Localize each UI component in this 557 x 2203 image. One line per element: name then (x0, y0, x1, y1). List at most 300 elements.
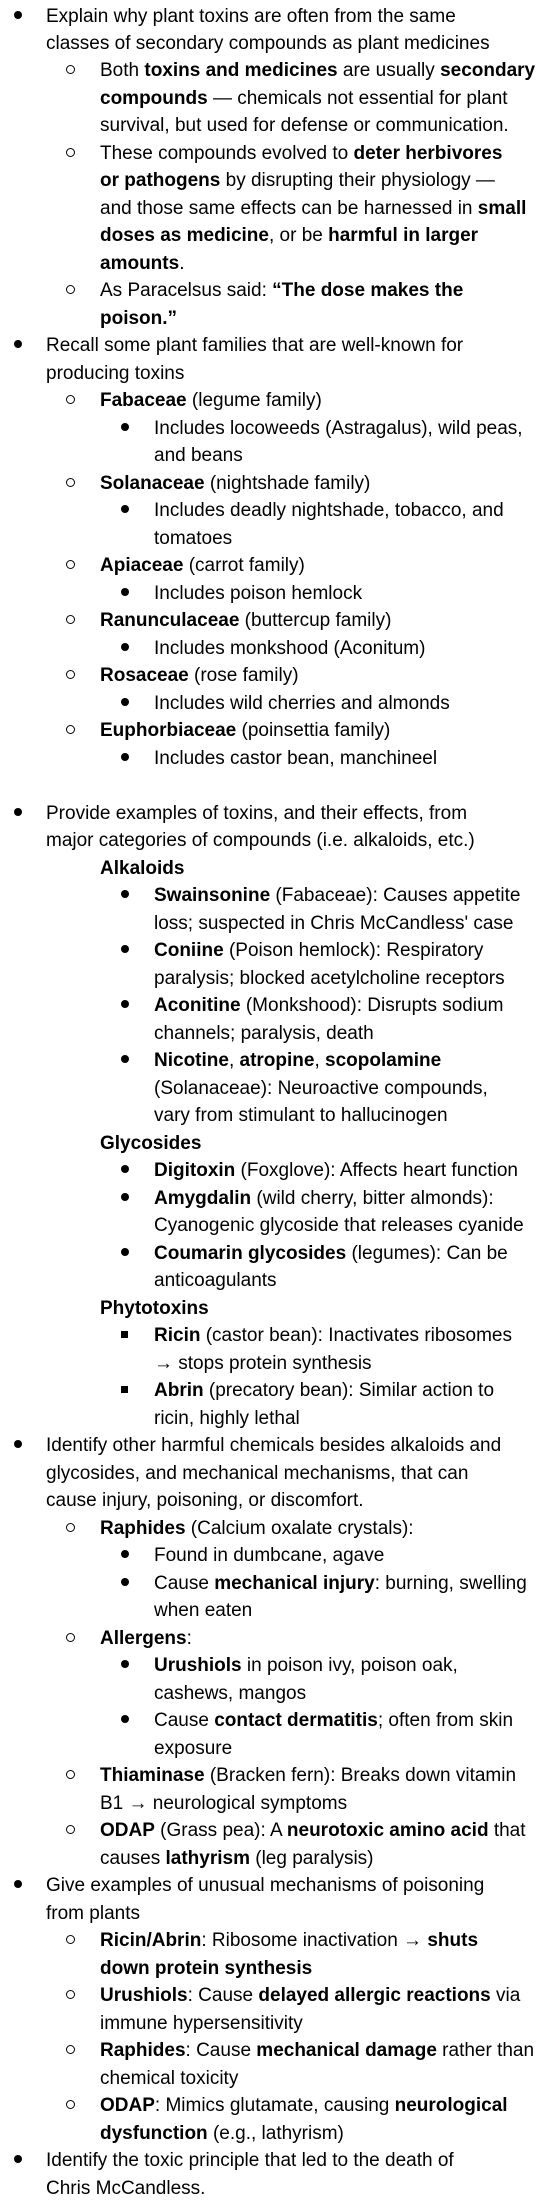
outline-line (0, 1542, 557, 1569)
line-text (154, 1020, 374, 1048)
outline-line (0, 2120, 557, 2147)
line-text (154, 1350, 372, 1378)
outline-line (0, 195, 557, 222)
line-text (154, 1735, 232, 1763)
text-run: in poison ivy, poison oak, (241, 1655, 458, 1676)
text-run: (e.g., lathyrism) (207, 2123, 344, 2144)
outline-line (0, 607, 557, 634)
text-run: cause injury, poisoning, or discomfort. (46, 1490, 364, 1511)
text-run: (wild cherry, bitter almonds): (251, 1188, 494, 1209)
text-run: Cause (154, 1710, 215, 1731)
bullet-dot-icon (121, 1707, 129, 1735)
line-text (46, 1900, 140, 1928)
bullet-circle-icon (66, 1927, 75, 1955)
outline-line (0, 1185, 557, 1212)
text-run: Found in dumbcane, agave (154, 1545, 385, 1566)
line-text (154, 1102, 448, 1130)
outline-line (0, 1267, 557, 1294)
line-text (100, 1845, 374, 1873)
bold-text-run: ODAP (100, 1820, 155, 1841)
line-text (46, 332, 463, 360)
bullet-dot-icon (121, 635, 129, 663)
outline-line (0, 1405, 557, 1432)
outline-line (0, 1515, 557, 1542)
bold-text-run: “The dose makes the (272, 280, 464, 301)
line-text (100, 222, 478, 250)
outline-line (0, 1377, 557, 1404)
outline-line (0, 1350, 557, 1377)
line-text (46, 2175, 205, 2203)
text-run: (castor bean): Inactivates ribosomes (200, 1325, 512, 1346)
bullet-circle-icon (66, 552, 75, 580)
bullet-circle-icon (66, 277, 75, 305)
text-run: These compounds evolved to (100, 143, 354, 164)
text-run: (Solanaceae): Neuroactive compounds, (154, 1078, 488, 1099)
outline-line (0, 717, 557, 744)
outline-line (0, 525, 557, 552)
text-run: from plants (46, 1903, 140, 1924)
outline-line (0, 1487, 557, 1514)
text-run: → stops protein synthesis (154, 1353, 372, 1374)
bullet-dot-icon (12, 800, 24, 828)
text-run: As Paracelsus said: (100, 280, 273, 301)
outline-line (0, 1212, 557, 1239)
line-text (154, 992, 504, 1020)
line-text (100, 387, 322, 415)
bullet-dot-icon (121, 1185, 129, 1213)
line-text (154, 1405, 300, 1433)
outline-line (0, 937, 557, 964)
line-text (100, 1927, 478, 1955)
line-text (154, 442, 243, 470)
bold-text-run: Coniine (154, 940, 224, 961)
text-run: Give examples of unusual mechanisms of poisoning (46, 1875, 485, 1896)
line-text (100, 552, 305, 580)
bold-text-run: Euphorbiaceae (100, 720, 237, 741)
text-run: survival, but used for defense or communication. (100, 115, 509, 136)
text-run: channels; paralysis, death (154, 1023, 374, 1044)
bullet-dot-icon (121, 882, 129, 910)
bullet-dot-icon (12, 332, 24, 360)
outline-line (0, 2065, 557, 2092)
outline-line (0, 662, 557, 689)
outline-line (0, 1955, 557, 1982)
bullet-dot-icon (121, 580, 129, 608)
bullet-circle-icon (66, 1625, 75, 1653)
outline-line (0, 360, 557, 387)
text-run: when eaten (154, 1600, 253, 1621)
bullet-dot-icon (12, 3, 24, 31)
text-run: Cause (154, 1573, 215, 1594)
line-text (100, 1295, 209, 1323)
outline-line (0, 2037, 557, 2064)
bold-text-run: delayed allergic reactions (258, 1985, 491, 2006)
outline-line (0, 992, 557, 1019)
bullet-dot-icon (12, 1432, 24, 1460)
text-run: glycosides, and mechanical mechanisms, that can (46, 1463, 469, 1484)
text-run: (Calcium oxalate crystals): (185, 1518, 414, 1539)
text-run: tomatoes (154, 528, 233, 549)
bold-text-run: Thiaminase (100, 1765, 205, 1786)
line-text (46, 2147, 454, 2175)
outline-line (0, 882, 557, 909)
text-run: (rose family) (188, 665, 299, 686)
text-run: (Poison hemlock): Respiratory (223, 940, 484, 961)
bold-text-run: poison.” (100, 308, 178, 329)
bullet-dot-icon (121, 415, 129, 443)
outline-line (0, 305, 557, 332)
bold-text-run: Swainsonine (154, 885, 271, 906)
line-text (154, 1157, 518, 1185)
outline-line (0, 1432, 557, 1459)
line-text (154, 1267, 277, 1295)
outline-line (0, 497, 557, 524)
outline-line (0, 1845, 557, 1872)
line-text (100, 1762, 516, 1790)
text-run: : burning, swelling (374, 1573, 527, 1594)
line-text (100, 85, 508, 113)
outline-line (0, 1240, 557, 1267)
line-text (154, 525, 232, 553)
outline-line (0, 277, 557, 304)
outline-line (0, 1102, 557, 1129)
outline-line (0, 1652, 557, 1679)
text-run: Includes wild cherries and almonds (154, 693, 450, 714)
outline-line (0, 167, 557, 194)
bullet-dot-icon (121, 1542, 129, 1570)
outline-line (0, 552, 557, 579)
line-text (100, 2120, 344, 2148)
outline-line (0, 2092, 557, 2119)
bold-text-run: Phytotoxins (100, 1298, 209, 1319)
bold-text-run: lathyrism (165, 1848, 250, 1869)
bold-text-run: atropine (239, 1050, 315, 1071)
text-run: (poinsettia family) (236, 720, 391, 741)
bullet-circle-icon (66, 607, 75, 635)
line-text (100, 855, 184, 883)
bold-text-run: Alkaloids (100, 858, 185, 879)
text-run: producing toxins (46, 363, 185, 384)
text-run: Includes monkshood (Aconitum) (154, 638, 426, 659)
bold-text-run: Abrin (154, 1380, 204, 1401)
text-run: anticoagulants (154, 1270, 277, 1291)
text-run: vary from stimulant to hallucinogen (154, 1105, 448, 1126)
bold-text-run: scopolamine (325, 1050, 442, 1071)
text-run: are usually (337, 60, 441, 81)
outline-line (0, 1707, 557, 1734)
text-run: and those same effects can be harnessed in (100, 198, 478, 219)
outline-line (0, 1597, 557, 1624)
bullet-circle-icon (66, 1762, 75, 1790)
bullet-dot-icon (121, 937, 129, 965)
text-run: (Grass pea): A (154, 1820, 287, 1841)
outline-line (0, 442, 557, 469)
line-text (154, 415, 523, 443)
bullet-circle-icon (66, 717, 75, 745)
bold-text-run: or pathogens (100, 170, 221, 191)
line-text (100, 305, 177, 333)
text-run: Both (100, 60, 145, 81)
outline-line (0, 1625, 557, 1652)
line-text (100, 2065, 238, 2093)
text-run: paralysis; blocked acetylcholine receptors (154, 968, 505, 989)
outline-line (0, 1460, 557, 1487)
text-run: rather than (436, 2040, 535, 2061)
outline-line (0, 2175, 557, 2202)
line-text (100, 140, 502, 168)
bold-text-run: secondary (440, 60, 536, 81)
line-text (154, 580, 362, 608)
line-text (154, 1240, 508, 1268)
line-text (154, 1707, 513, 1735)
line-text (100, 250, 184, 278)
bold-text-run: Raphides (100, 1518, 186, 1539)
text-run: causes (100, 1848, 166, 1869)
bold-text-run: Ricin (154, 1325, 201, 1346)
bold-text-run: Glycosides (100, 1133, 202, 1154)
bold-text-run: Nicotine (154, 1050, 229, 1071)
bullet-circle-icon (66, 1982, 75, 2010)
line-text (154, 745, 437, 773)
outline-line (0, 415, 557, 442)
line-text (100, 1817, 526, 1845)
line-text (100, 1982, 520, 2010)
outline-line (0, 965, 557, 992)
outline-line (0, 30, 557, 57)
line-text (100, 2037, 534, 2065)
line-text (100, 1515, 414, 1543)
bullet-dot-icon (121, 690, 129, 718)
outline-line (0, 250, 557, 277)
text-run: Cyanogenic glycoside that releases cyanide (154, 1215, 524, 1236)
outline-line (0, 1982, 557, 2009)
line-text (154, 635, 425, 663)
bold-text-run: compounds (100, 88, 208, 109)
text-run: Identify the toxic principle that led to the death of (46, 2150, 454, 2171)
line-text (100, 2092, 508, 2120)
bullet-dot-icon (12, 2147, 24, 2175)
bullet-circle-icon (66, 2092, 75, 2120)
outline-line (0, 57, 557, 84)
bold-text-run: Fabaceae (100, 390, 187, 411)
bold-text-run: Raphides (100, 2040, 186, 2061)
text-run: chemical toxicity (100, 2068, 239, 2089)
text-run: Includes locoweeds (Astragalus), wild peas, (154, 418, 523, 439)
line-text (154, 1680, 306, 1708)
outline-line (0, 2010, 557, 2037)
outline-line (0, 470, 557, 497)
line-text (100, 57, 535, 85)
outline-line (0, 1680, 557, 1707)
text-run: : (186, 1628, 192, 1649)
bold-text-run: Apiaceae (100, 555, 184, 576)
line-text (154, 1570, 527, 1598)
line-text (154, 1652, 458, 1680)
text-run: by disrupting their physiology — (220, 170, 495, 191)
text-run: Explain why plant toxins are often from the same (46, 6, 456, 27)
line-text (154, 1597, 252, 1625)
bullet-dot-icon (121, 1047, 129, 1075)
line-text (154, 1212, 524, 1240)
text-run: — chemicals not essential for plant (207, 88, 508, 109)
text-run: Includes poison hemlock (154, 583, 363, 604)
line-text (100, 2010, 303, 2038)
line-text (154, 497, 504, 525)
outline-line (0, 800, 557, 827)
text-run: Provide examples of toxins, and their effects, from (46, 803, 468, 824)
bold-text-run: doses as medicine (100, 225, 269, 246)
text-run: . (179, 253, 185, 274)
text-run: major categories of compounds (i.e. alkaloids, etc.) (46, 830, 475, 851)
bullet-circle-icon (66, 1515, 75, 1543)
text-run: (legumes): Can be (346, 1243, 508, 1264)
line-text (154, 965, 505, 993)
text-run: Chris McCandless. (46, 2178, 206, 2199)
outline-line (0, 910, 557, 937)
line-text (100, 1790, 347, 1818)
line-text (154, 1185, 494, 1213)
text-run: classes of secondary compounds as plant medicines (46, 33, 490, 54)
line-text (46, 30, 490, 58)
text-run: (buttercup family) (239, 610, 392, 631)
bullet-square-icon (121, 1322, 128, 1350)
line-text (154, 1075, 488, 1103)
bold-text-run: Amygdalin (154, 1188, 252, 1209)
line-text (100, 167, 495, 195)
bullet-dot-icon (121, 745, 129, 773)
text-run: Recall some plant families that are well-known for (46, 335, 464, 356)
line-text (100, 277, 463, 305)
line-text (46, 3, 456, 31)
bullet-dot-icon (121, 1240, 129, 1268)
bold-text-run: down protein synthesis (100, 1958, 313, 1979)
text-run: via (490, 1985, 521, 2006)
bold-text-run: neurotoxic amino acid (286, 1820, 489, 1841)
text-run: immune hypersensitivity (100, 2013, 303, 2034)
outline-line (0, 1322, 557, 1349)
bold-text-run: Ranunculaceae (100, 610, 240, 631)
outline-line (0, 580, 557, 607)
line-text (46, 800, 467, 828)
bold-text-run: Digitoxin (154, 1160, 236, 1181)
outline-line (0, 1817, 557, 1844)
text-run: and beans (154, 445, 243, 466)
bold-text-run: Allergens (100, 1628, 187, 1649)
outline-line (0, 827, 557, 854)
text-run: Includes castor bean, manchineel (154, 748, 438, 769)
outline-line (0, 140, 557, 167)
bold-text-run: Rosaceae (100, 665, 189, 686)
line-text (46, 1487, 364, 1515)
bullet-circle-icon (66, 140, 75, 168)
bold-text-run: mechanical injury (214, 1573, 375, 1594)
bold-text-run: contact dermatitis (214, 1710, 378, 1731)
outline-line (0, 222, 557, 249)
text-run: (legume family) (186, 390, 322, 411)
text-run: , (228, 1050, 240, 1071)
text-run: (Fabaceae): Causes appetite (270, 885, 521, 906)
line-text (154, 1322, 512, 1350)
text-run: : Cause (187, 1985, 259, 2006)
bullet-dot-icon (121, 497, 129, 525)
outline-line (0, 387, 557, 414)
line-text (100, 717, 390, 745)
bullet-dot-icon (121, 992, 129, 1020)
outline-line (0, 2147, 557, 2174)
bold-text-run: Urushiols (154, 1655, 242, 1676)
bullet-dot-icon (121, 1157, 129, 1185)
text-run: Identify other harmful chemicals besides alkaloids and (46, 1435, 502, 1456)
bold-text-run: Urushiols (100, 1985, 188, 2006)
line-text (154, 910, 514, 938)
text-run: ; often from skin (377, 1710, 514, 1731)
outline-line (0, 332, 557, 359)
bold-text-run: Solanaceae (100, 473, 205, 494)
text-run: B1 → neurological symptoms (100, 1793, 348, 1814)
outline-line (0, 1075, 557, 1102)
text-run: ricin, highly lethal (154, 1408, 300, 1429)
outline-line (0, 1020, 557, 1047)
outline-line (0, 1790, 557, 1817)
text-run: (precatory bean): Similar action to (203, 1380, 495, 1401)
outline-line (0, 1130, 557, 1157)
bold-text-run: harmful in larger (328, 225, 479, 246)
bold-text-run: neurological (394, 2095, 508, 2116)
line-text (100, 470, 370, 498)
line-text (154, 1377, 494, 1405)
text-run: (Monkshood): Disrupts sodium (240, 995, 504, 1016)
bold-text-run: ODAP (100, 2095, 155, 2116)
bullet-dot-icon (12, 1872, 24, 1900)
outline-line (0, 3, 557, 30)
bold-text-run: Coumarin glycosides (154, 1243, 347, 1264)
outline-line (0, 635, 557, 662)
line-text (46, 1460, 468, 1488)
outline-line (0, 85, 557, 112)
line-text (46, 827, 475, 855)
text-run: loss; suspected in Chris McCandless' case (154, 913, 514, 934)
bold-text-run: amounts (100, 253, 180, 274)
line-text (100, 195, 526, 223)
line-text (154, 1542, 384, 1570)
text-run: (nightshade family) (204, 473, 371, 494)
line-text (100, 607, 391, 635)
bullet-circle-icon (66, 662, 75, 690)
text-run: (leg paralysis) (249, 1848, 374, 1869)
text-run: : Mimics glutamate, causing (154, 2095, 395, 2116)
bold-text-run: shuts (427, 1930, 479, 1951)
line-text (154, 937, 483, 965)
outline-line (0, 112, 557, 139)
bullet-circle-icon (66, 1817, 75, 1845)
outline-line (0, 745, 557, 772)
text-run: : Ribosome inactivation → (201, 1930, 428, 1951)
bold-text-run: Ricin/Abrin (100, 1930, 202, 1951)
bullet-circle-icon (66, 2037, 75, 2065)
line-text (100, 1955, 312, 1983)
text-run: cashews, mangos (154, 1683, 307, 1704)
bold-text-run: deter herbivores (353, 143, 503, 164)
line-text (46, 1432, 501, 1460)
outline-line (0, 690, 557, 717)
bold-text-run: toxins and medicines (144, 60, 338, 81)
text-run: that (488, 1820, 526, 1841)
text-run: (Foxglove): Affects heart function (235, 1160, 518, 1181)
line-text (154, 1047, 441, 1075)
bold-text-run: Aconitine (154, 995, 241, 1016)
bold-text-run: small (477, 198, 527, 219)
bold-text-run: mechanical damage (256, 2040, 437, 2061)
